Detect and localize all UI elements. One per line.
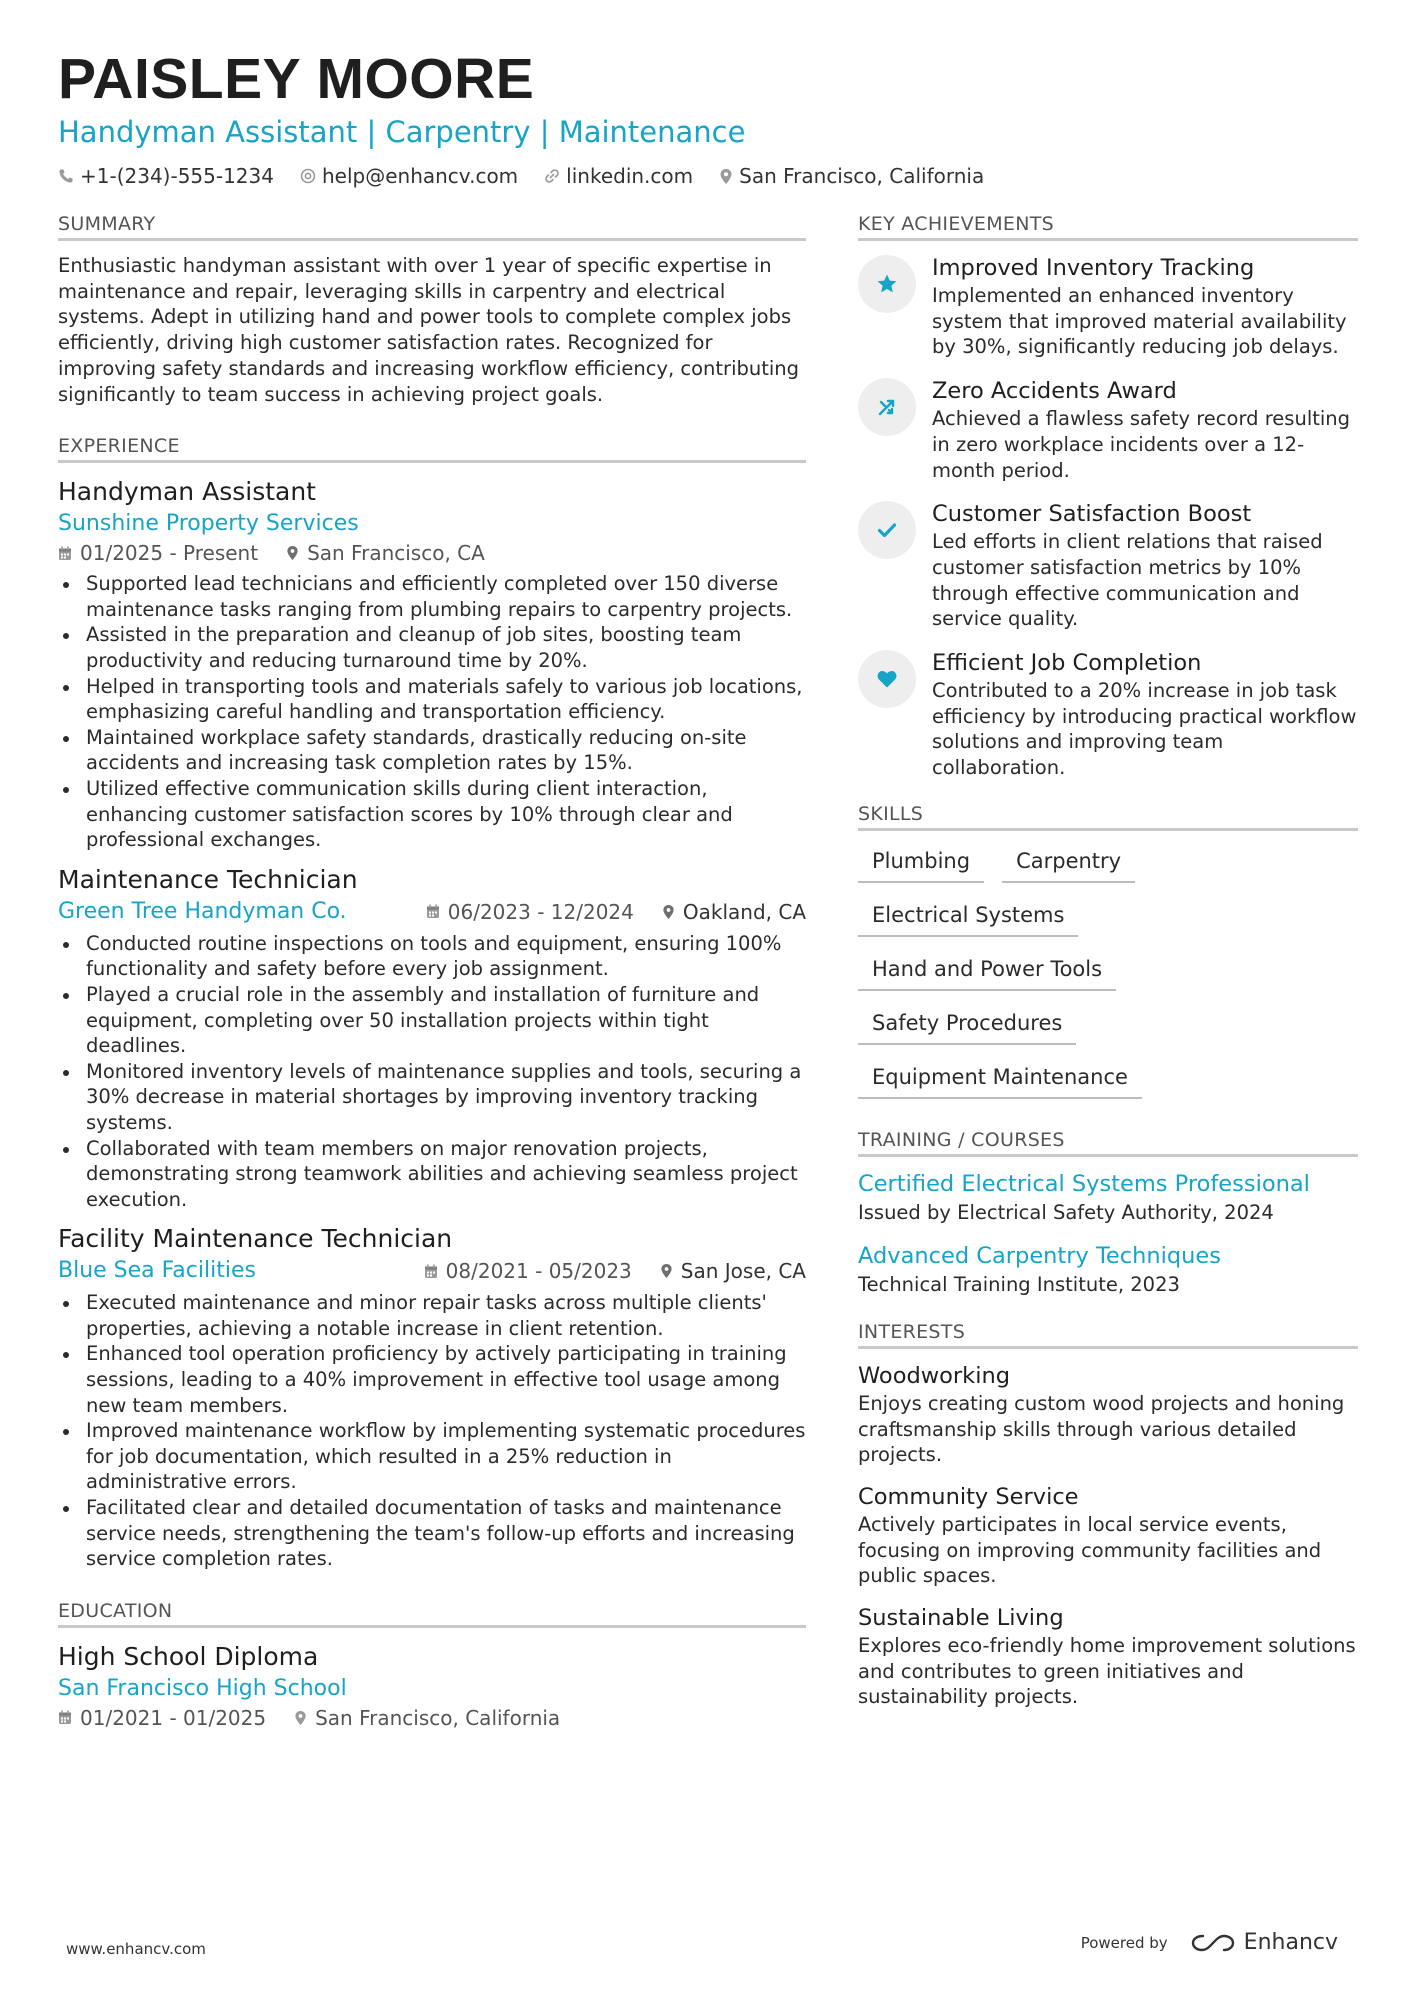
course-name: Advanced Carpentry Techniques: [858, 1242, 1221, 1269]
skill-tag: Carpentry: [1002, 847, 1135, 883]
job-bullets: [58, 571, 806, 853]
job-location-text: San Francisco, CA: [307, 541, 485, 566]
location-pin-icon: [719, 168, 733, 185]
candidate-name: PAISLEY MOORE: [58, 47, 535, 111]
section-title-experience: EXPERIENCE: [58, 435, 806, 463]
section-title-achievements: KEY ACHIEVEMENTS: [858, 213, 1358, 241]
calendar-icon: [58, 1710, 72, 1725]
job-meta: [58, 539, 806, 567]
company-name: Green Tree Handyman Co.: [58, 898, 347, 924]
location-pin-icon: [286, 545, 299, 561]
contact-linkedin[interactable]: [544, 164, 693, 188]
location-pin-icon: [294, 1710, 307, 1726]
job-location: [662, 898, 806, 926]
education-section: [58, 1600, 806, 1732]
achievement-title: Efficient Job Completion: [932, 650, 1202, 677]
at-icon: [300, 168, 316, 184]
skills-list: [858, 843, 1358, 1099]
experience-entry: [58, 475, 806, 853]
bullet-item: Supported lead technicians and efficiently completed over 150 diverse maintenance tasks ranging from plumbing repairs to carpentry projects.: [58, 571, 806, 622]
enhancv-logo-icon: [1190, 1932, 1236, 1954]
course-item: [858, 1241, 1358, 1299]
job-meta: [424, 1257, 806, 1285]
location-pin-icon: [660, 1263, 673, 1279]
bullet-item: Maintained workplace safety standards, drastically reducing on-site accidents and increasing task completion rates by 15%.: [58, 725, 806, 776]
job-title: Facility Maintenance Technician: [58, 1224, 453, 1254]
location-pin-icon: [662, 904, 675, 920]
check-icon: [858, 501, 916, 559]
job-dates-text: 06/2023 - 12/2024: [447, 899, 634, 924]
heart-icon: [858, 650, 916, 708]
bullet-item: Collaborated with team members on major renovation projects, demonstrating strong teamwork abilities and achieving seamless project execution.: [58, 1136, 806, 1213]
experience-entry: [58, 1222, 806, 1572]
skill-tag: Equipment Maintenance: [858, 1063, 1142, 1099]
job-bullets: [58, 931, 806, 1213]
achievement-item: [858, 253, 1358, 360]
company-name: Sunshine Property Services: [58, 511, 359, 537]
skill-tag: Electrical Systems: [858, 901, 1078, 937]
degree-title: High School Diploma: [58, 1641, 319, 1671]
interest-title: Sustainable Living: [858, 1605, 1064, 1632]
experience-entry: [58, 863, 806, 1213]
section-title-summary: SUMMARY: [58, 213, 806, 241]
interest-item: [858, 1482, 1358, 1589]
job-dates-text: 01/2025 - Present: [80, 541, 259, 566]
summary-text: Enthusiastic handyman assistant with over 1 year of specific expertise in maintenance and repair, leveraging skills in carpentry and electrical systems. Adept in utilizing hand and power tools to complete complex jobs efficiently, driving high customer satisfaction rates. Recognized for improving safety standards and increasing workflow efficiency, contributing significantly to team success in achieving project goals.: [58, 254, 800, 406]
bullet-item: Conducted routine inspections on tools and equipment, ensuring 100% functionality and safety before every job assignment.: [58, 931, 806, 982]
interest-title: Woodworking: [858, 1362, 1010, 1389]
job-location-text: San Jose, CA: [680, 1259, 806, 1284]
link-icon: [544, 168, 560, 184]
section-title-education: EDUCATION: [58, 1600, 806, 1628]
achievement-desc: Contributed to a 20% increase in job task efficiency by introducing practical workflow solutions and improving team collaboration.: [932, 679, 1357, 780]
job-bullets: [58, 1290, 806, 1572]
school-name: San Francisco High School: [58, 1675, 347, 1701]
course-issuer: Technical Training Institute, 2023: [858, 1272, 1180, 1296]
education-dates: [58, 1704, 266, 1732]
interests-section: [858, 1321, 1358, 1710]
contact-location: [719, 164, 984, 188]
powered-by-label: Powered by: [1080, 1933, 1168, 1952]
bullet-item: Assisted in the preparation and cleanup of job sites, boosting team productivity and reducing turnaround time by 20%.: [58, 622, 806, 673]
interest-item: [858, 1361, 1358, 1468]
achievement-item: [858, 499, 1358, 632]
bullet-item: Helped in transporting tools and materials safely to various job locations, emphasizing careful handling and transportation efficiency.: [58, 674, 806, 725]
interest-desc: Actively participates in local service events, focusing on improving community facilities and public spaces.: [858, 1512, 1322, 1588]
job-title: Maintenance Technician: [58, 864, 358, 894]
skill-tag: Hand and Power Tools: [858, 955, 1116, 991]
footer-website[interactable]: www.enhancv.com: [66, 1940, 206, 1958]
achievement-title: Customer Satisfaction Boost: [932, 501, 1252, 528]
split-arrows-icon: [858, 378, 916, 436]
job-location-text: Oakland, CA: [682, 899, 806, 924]
achievement-item: [858, 648, 1358, 781]
skills-section: [858, 803, 1358, 1099]
section-title-skills: SKILLS: [858, 803, 1358, 831]
bullet-item: Monitored inventory levels of maintenance supplies and tools, securing a 30% decrease in material shortages by improving inventory tracking systems.: [58, 1059, 806, 1136]
contact-row: [58, 164, 1358, 188]
job-dates-text: 08/2021 - 05/2023: [445, 1259, 632, 1284]
bullet-item: Enhanced tool operation proficiency by actively participating in training sessions, leading to a 40% improvement in effective tool usage among new team members.: [58, 1341, 806, 1418]
linkedin-text: linkedin.com: [566, 164, 694, 188]
bullet-item: Improved maintenance workflow by implementing systematic procedures for job documentation, which resulted in a 25% reduction in administrative errors.: [58, 1418, 806, 1495]
training-section: [858, 1129, 1358, 1299]
job-dates: [58, 539, 258, 567]
candidate-title: Handyman Assistant | Carpentry | Maintenance: [58, 115, 746, 149]
interest-desc: Explores eco-friendly home improvement solutions and contributes to green initiatives and sustainability projects.: [858, 1634, 1356, 1709]
education-location: [294, 1704, 560, 1732]
course-name: Certified Electrical Systems Professional: [858, 1170, 1310, 1197]
course-item: [858, 1169, 1358, 1227]
bullet-item: Utilized effective communication skills during client interaction, enhancing customer satisfaction scores by 10% through clear and professional exchanges.: [58, 776, 806, 853]
experience-section: [58, 435, 806, 1572]
calendar-icon: [58, 546, 72, 561]
enhancv-logo[interactable]: [1190, 1930, 1338, 1955]
education-meta: [58, 1704, 806, 1732]
calendar-icon: [426, 904, 440, 919]
company-name: Blue Sea Facilities: [58, 1258, 256, 1284]
resume-header: [58, 46, 1358, 188]
right-column: [858, 213, 1358, 1724]
job-meta: [426, 898, 806, 926]
star-icon: [858, 255, 916, 313]
job-title: Handyman Assistant: [58, 477, 316, 507]
bullet-item: Facilitated clear and detailed documentation of tasks and maintenance service needs, strengthening the team's follow-up efforts and increasing service completion rates.: [58, 1495, 806, 1572]
interest-desc: Enjoys creating custom wood projects and honing craftsmanship skills through various detailed projects.: [858, 1391, 1345, 1467]
job-dates: [426, 898, 634, 926]
section-title-training: TRAINING / COURSES: [858, 1129, 1358, 1157]
job-location: [660, 1257, 806, 1285]
left-column: [58, 213, 806, 1732]
email-text: help@enhancv.com: [321, 164, 519, 188]
skill-tag: Plumbing: [858, 847, 984, 883]
achievement-desc: Led efforts in client relations that raised customer satisfaction metrics by 10% through effective communication and service quality.: [932, 530, 1323, 631]
achievements-section: [858, 213, 1358, 781]
footer-branding: [1081, 1930, 1338, 1955]
company-row: [58, 897, 806, 927]
interest-item: [858, 1603, 1358, 1710]
interest-title: Community Service: [858, 1483, 1079, 1510]
contact-phone[interactable]: [58, 164, 274, 188]
calendar-icon: [424, 1264, 438, 1279]
education-location-text: San Francisco, California: [315, 1705, 561, 1730]
achievement-title: Improved Inventory Tracking: [932, 255, 1255, 281]
achievement-desc: Achieved a flawless safety record resulting in zero workplace incidents over a 12-month period.: [932, 407, 1351, 482]
job-dates: [424, 1257, 632, 1285]
skill-tag: Safety Procedures: [858, 1009, 1076, 1045]
bullet-item: Executed maintenance and minor repair tasks across multiple clients' properties, achieving a notable increase in client retention.: [58, 1290, 806, 1341]
job-location: [286, 539, 485, 567]
phone-text: +1-(234)-555-1234: [80, 164, 274, 188]
achievement-desc: Implemented an enhanced inventory system that improved material availability by 30%, significantly reducing job delays.: [932, 284, 1347, 359]
achievement-title: Zero Accidents Award: [932, 378, 1177, 405]
section-title-interests: INTERESTS: [858, 1321, 1358, 1349]
phone-icon: [58, 168, 74, 184]
location-text: San Francisco, California: [739, 164, 985, 188]
education-dates-text: 01/2021 - 01/2025: [80, 1705, 267, 1730]
company-row: [58, 1256, 806, 1286]
brand-name: Enhancv: [1243, 1930, 1338, 1955]
summary-section: [58, 213, 806, 407]
bullet-item: Played a crucial role in the assembly and installation of furniture and equipment, completing over 50 installation projects within tight deadlines.: [58, 982, 806, 1059]
achievement-item: [858, 376, 1358, 483]
course-issuer: Issued by Electrical Safety Authority, 2024: [858, 1200, 1274, 1224]
contact-email[interactable]: [300, 164, 518, 188]
